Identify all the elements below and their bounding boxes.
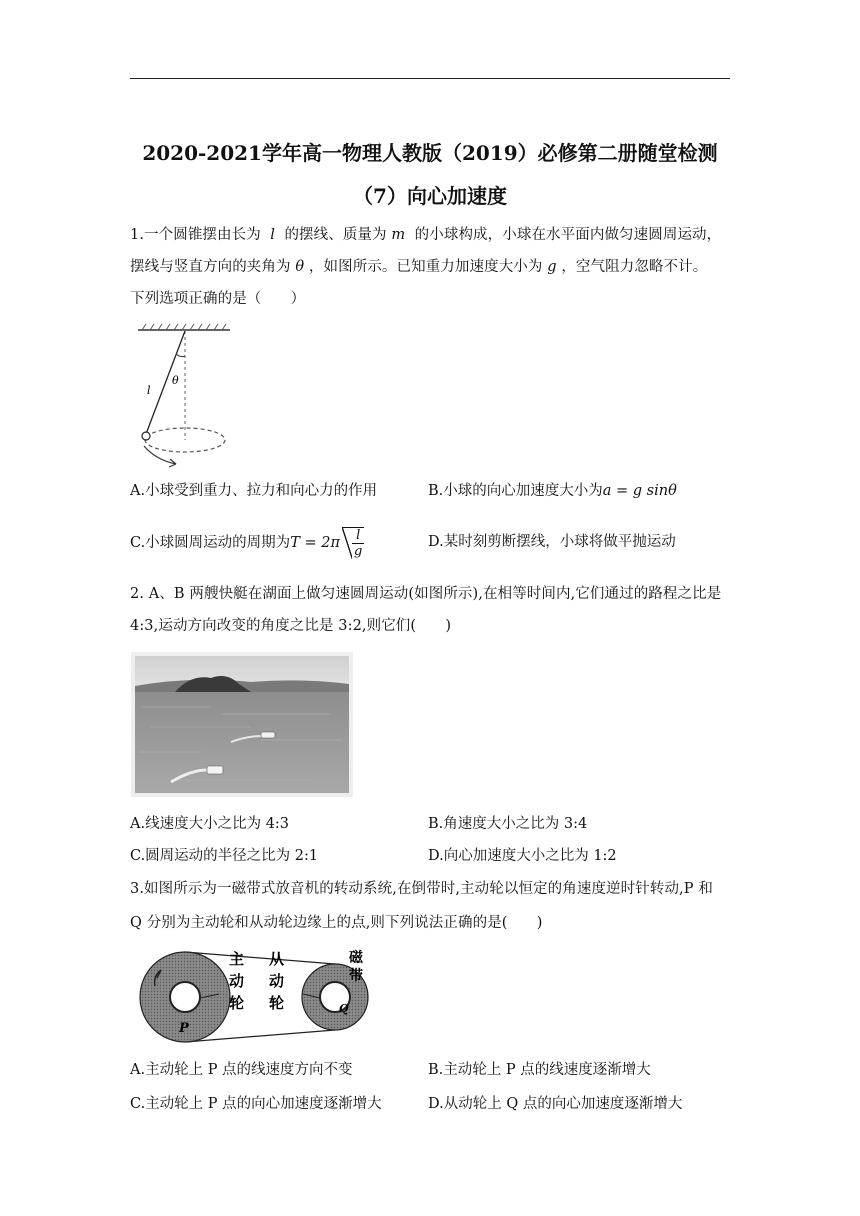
- q2-stem-line1: 2. A、B 两艘快艇在湖面上做匀速圆周运动(如图所示),在相等时间内,它们通过的路程之比是: [130, 586, 722, 602]
- tape-player-figure: [135, 948, 375, 1048]
- drive-wheel-label-1: 主: [229, 950, 245, 968]
- q3-option-b[interactable]: B.主动轮上 P 点的线速度逐渐增大: [428, 1062, 651, 1078]
- q1-option-c[interactable]: C.小球圆周运动的周期为T = 2π $\frac{l}{g}$: [130, 528, 363, 559]
- drive-wheel-label-3: 轮: [229, 994, 245, 1012]
- q2-option-c[interactable]: C.圆周运动的半径之比为 2:1: [130, 848, 319, 864]
- q3-option-a[interactable]: A.主动轮上 P 点的线速度方向不变: [130, 1062, 353, 1078]
- q1-option-d[interactable]: D.某时刻剪断摆线，小球将做平抛运动: [428, 534, 676, 550]
- drive-wheel-label-2: 动: [229, 972, 245, 990]
- q2-option-d[interactable]: D.向心加速度大小之比为 1:2: [428, 848, 617, 864]
- tape-label-2: 带: [349, 968, 363, 984]
- driven-wheel-label-3: 轮: [269, 994, 285, 1012]
- ball-icon: [142, 432, 150, 440]
- theta-label: θ: [172, 374, 179, 387]
- q1-option-a[interactable]: A.小球受到重力、拉力和向心力的作用: [130, 483, 378, 499]
- q3-stem-line1: 3.如图所示为一磁带式放音机的转动系统,在倒带时,主动轮以恒定的角速度逆时针转动,P 和: [130, 881, 713, 897]
- driven-wheel-label-1: 从: [269, 950, 285, 968]
- point-p-label: P: [179, 1021, 189, 1036]
- length-label: l: [147, 384, 151, 397]
- q3-stem-line2: Q 分别为主动轮和从动轮边缘上的点,则下列说法正确的是( ): [130, 915, 543, 931]
- q1-option-b[interactable]: B.小球的向心加速度大小为a = g sinθ: [428, 483, 677, 499]
- driven-wheel-label-2: 动: [269, 972, 285, 990]
- tape-label-1: 磁: [349, 950, 363, 966]
- conical-pendulum-figure: [130, 322, 240, 472]
- page-title: 2020-2021学年高一物理人教版（2019）必修第二册随堂检测: [142, 141, 718, 165]
- q2-option-a[interactable]: A.线速度大小之比为 4:3: [130, 816, 290, 832]
- point-q-label: Q: [339, 1002, 349, 1015]
- q3-option-c[interactable]: C.主动轮上 P 点的向心加速度逐渐增大: [130, 1096, 382, 1112]
- q1-stem-line3: 下列选项正确的是（ ）: [130, 291, 306, 307]
- q1-stem-line1: 1.一个圆锥摆由长为 l 的摆线、质量为 m 的小球构成，小球在水平面内做匀速圆周运动，: [130, 227, 722, 243]
- q1-stem-line2: 摆线与竖直方向的夹角为 θ ，如图所示。已知重力加速度大小为 g ，空气阻力忽略不计。: [130, 259, 708, 275]
- q3-option-d[interactable]: D.从动轮上 Q 点的向心加速度逐渐增大: [428, 1096, 683, 1112]
- header-rule: [130, 78, 730, 79]
- speedboats-photo: [131, 652, 353, 797]
- q2-stem-line2: 4:3,运动方向改变的角度之比是 3:2,则它们( ): [130, 618, 452, 634]
- q2-option-b[interactable]: B.角速度大小之比为 3:4: [428, 816, 588, 832]
- page-subtitle: （7）向心加速度: [353, 184, 507, 208]
